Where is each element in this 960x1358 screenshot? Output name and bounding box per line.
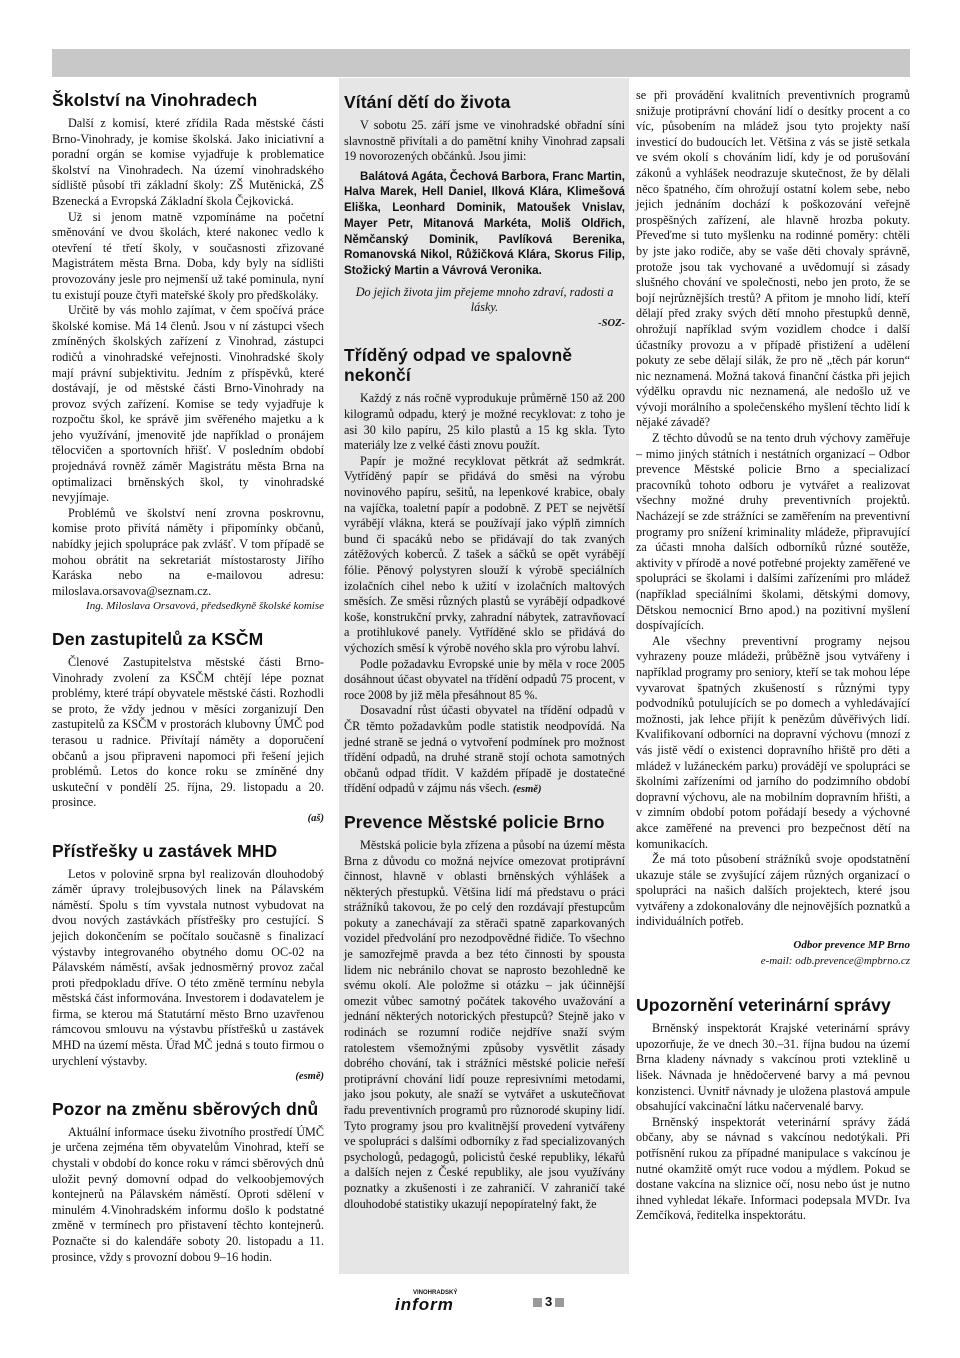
page-number-text: 3 <box>545 1294 553 1309</box>
author-tag: (esmě) <box>295 1071 324 1083</box>
paragraph: Aktuální informace úseku životního prostředí ÚMČ je určena zejména těm obyvatelům Vinohrad, kteří se chystali v období do konce roku v rámci sběrových dnů uložit pevný domovní odpad do velkoobjemových kontejnerů na Pálavském náměstí. Oproti sdělení v minulém 4.Vinohradském informu došlo k podstatné změně v termínech pro přistavení těchto kontejnerů. Poznačte si do kalendáře soboty 20. listopadu a 11. prosince, vždy s provozní dobou 9–16 hodin. <box>52 1124 324 1264</box>
author-tag: (esmě) <box>512 784 542 796</box>
paragraph: V sobotu 25. září jsme ve vinohradské obřadní síni slavnostně přivítali a do pamětní knihy Vinohrad zapsali 19 novorozených občánků. Jsou jimi: <box>344 118 625 164</box>
square-icon <box>555 1298 564 1307</box>
names-list: Balátová Agáta, Čechová Barbora, Franc Martin, Halva Marek, Hell Daniel, Ilková Klára, Klimešová Eliška, Leonhard Dominik, Matoušek Vnislav, Mayer Petr, Mitanová Markéta, Moliš Oldřich, Němčanský Dominik, Pavlíková Berenika, Romanovská Nikol, Růžičková Klára, Skorus Filip, Stožický Martin a Vávrová Veronika. <box>344 169 626 277</box>
article-title: Školství na Vinohradech <box>52 90 258 110</box>
paragraph: Určitě by vás mohlo zajímat, v čem spočívá práce školské komise. Má 14 členů. Jsou v ní zástupci všech zmíněných školských zařízení z Vinohrad, zástupci rodičů a vinohradské veřejnosti. Vinohradské školy mají právní subjektivitu. Jedním z příspěvků, které dostávají, je od městské části Brno-Vinohrady na provoz svých zařízení. Komise se tedy vyjadřuje k rozpočtu škol, ke správě jim svěřeného majetku a k jeho využívání, jmenovitě jde například o pronájem tělocvičen a sportovních hřišť. V posledním období projednává rovněž záměr Magistrátu města Brna na optimalizaci brněnských škol, ty vinohradské nevyjímaje. <box>52 303 324 505</box>
paragraph: se při provádění kvalitních preventivních programů snižuje protiprávní chování lidí o desítky procent a co víc, působením na mládež jsou tyto projekty naší investicí do budoucích let. Většina z vás se jistě setkala ve svém okolí s chováním lidí, kdy je od porušování zákonů a vyhlášek neodrazuje skutečnost, že by dělali něco špatného, čím ohrožují ostatní kolem sebe, nebo jejich jednáním dochází k poškozování veřejně prospěšných zařízení, ale hlavně hrozba pokuty. Převeďme si tuto myšlenku na rodinné poměry: chtěli by jste jako rodiče, aby se vaše děti chovaly správně, protože jsou tak vychované a uvědomují si zásady slušného chování ve společnosti, nebo jen proto, že se bojí nejrůznějších trestů? A přitom je mnoho lidí, kteří dělají před zraky svých dětí mnoho přestupků denně, ohrožují například svým vozidlem chodce i další účastníky provozu a v případě přistižení a udělení pokuty ze sebe dělají silák, že pro ně „těch pár korun“ nic neznamená. Možná taková finanční částka při jejich výdělku opravdu nic neznamená, ale nedošlo už ve vývoji morálního a společenského myšlení těchto lidí k nějaké závadě? <box>636 88 910 430</box>
paragraph: Papír je možné recyklovat pětkrát až sedmkrát. Vytříděný papír se přidává do směsi na výrobu novinového papíru, sešitů, na lepenkové krabice, obaly na vajíčka, toaletní papír a podobně. Z PET se největší vyrábějí vlákna, která se používají jako výplň zimních bund či spacáků nebo se přidávají do tak zvaných zátěžových koberců. Z tašek a sáčků se opět vyrábějí fólie. Pěnový polystyren slouží k výrobě speciálních izolačních cihel nebo k užití v izolačních maltových směsích. Ze směsi různých plastů se vyrábějí odpadkové koše, konstrukční prvky, zahradní nábytek, zatravňovací a protihlukové panely. Vytříděné sklo se přidává do výchozích směsí k výrobě nového skla pro výrobu lahví. <box>344 453 625 655</box>
paragraph: Další z komisí, které zřídila Rada městské části Brno-Vinohrady, je komise školská. Jako iniciativní a poradní orgán se komise vyjadřuje k problematice školství na Vinohradech. Na území vinohradského sídliště působí tři základní školy: ZŠ Mutěnická, ZŠ Bzenecká a Evropská Základní škola Čejkovická. <box>52 116 324 208</box>
paragraph: Podle požadavku Evropské unie by měla v roce 2005 dosáhnout účast obyvatel na třídění odpadů 75 procent, v roce 2008 by již měla přesáhnout 85 %. <box>344 656 625 702</box>
article-title: Upozornění veterinární správy <box>636 995 891 1016</box>
paragraph: Členové Zastupitelstva městské části Brno-Vinohrady zvolení za KSČM chtějí lépe poznat problémy, které trápí obyvatele městské části. Rozhodli se proto, že vždy jednou v měsíci zorganizují Den zastupitelů za KSČM v prostorách klubovny ÚMČ pod terasou u radnice. Přivítají náměty a doporučení občanů a jsou připraveni napomoci při řešení jejich problémů. Letos do konce roku se zmíněné dny uskuteční v pondělí 25. října, 29. listopadu a 20. prosince. <box>52 655 324 810</box>
signature <box>52 1069 324 1085</box>
paragraph-text: Dosavadní růst účasti obyvatel na třídění odpadů v ČR těmto požadavkům podle statistik neodpovídá. Na jedné straně se jedná o vytvoření podmínek pro možnost třídění odpadů, na druhé straně stojí ochota samotných občanů odpad třídit. V každém případě je dostatečné třídění odpadů v zájmu nás všech. <box>344 703 625 796</box>
paragraph: Že má toto působení strážníků svoje opodstatnění ukazuje stále se zvyšující zájem různých organizací o spolupráci na našich dalších projektech, které jsou vytvářeny a zdokonalovány dle nejnovějších poznatků a individuálních potřeb. <box>636 852 910 929</box>
logo <box>393 1286 483 1312</box>
signature: Odbor prevence MP Brno <box>793 939 910 952</box>
author-tag: (aš) <box>307 812 324 824</box>
square-icon <box>533 1298 542 1307</box>
page-number <box>530 1294 567 1309</box>
author-tag: -SOZ- <box>598 317 625 329</box>
paragraph: Letos v polovině srpna byl realizován dlouhodobý záměr úpravy trolejbusových linek na Pálavském náměstí. Spolu s tím vyvstala nutnost vybudovat na dvou nových zastávkách přístřešky pro cestující. S jejich dokončením se počítalo současně s finalizací výstavby integrovaného obytného domu OC-02 na Pálavském náměstí, avšak jednosměrný provoz začal proti předpokladu dříve. O této změně termínu nebyla městská část informována. Investorem i dodavatelem je firma, se kterou má Statutární město Brno uzavřenou rámcovou smlouvu na výstavbu přístřešků u zastávek MHD na území města. Úřad MČ jedná s touto firmou o urychlení výstavby. <box>52 866 324 1068</box>
paragraph: Brněnský inspektorát Krajské veterinární správy upozorňuje, že ve dnech 30.–31. října budou na území Brna kladeny návnady s vakcínou proti vzteklině u lišek. Návnada je hnědočervené barvy a má pevnou konzistenci. Uvnitř návnady je uložena plastová ampule obsahující vakcinační látku načervenalé barvy. <box>636 1021 910 1114</box>
article-title: Pozor na změnu sběrových dnů <box>52 1098 319 1119</box>
article-title: Prevence Městské policie Brno <box>344 811 605 832</box>
signature-email: e-mail: odb.prevence@mpbrno.cz <box>760 954 910 967</box>
article-title: Den zastupitelů za KSČM <box>52 629 264 649</box>
paragraph: Brněnský inspektorát veterinární správy žádá občany, aby se návnad s vakcínou nedotýkali. Při potřísnění rukou za případné manipulace s vakcínou je nutné okamžitě omýt ruce vodou a mýdlem. Pokud se dostane vakcína na sliznice očí, nosu nebo úst je nutno ihned vyhledat lékaře. Informaci podepsala MVDr. Iva Zemčíková, ředitelka inspektorátu. <box>636 1114 910 1223</box>
article-title: Vítání dětí do života <box>344 92 511 112</box>
paragraph <box>344 703 625 798</box>
paragraph: Každý z nás ročně vyprodukuje průměrně 150 až 200 kilogramů odpadu, který je možné recyklovat: z toho je asi 30 kilo papíru, 25 kilo plastů a 15 kg skla. Tyto materiály lze z velké části znovu použít. <box>344 391 625 453</box>
wish-text: Do jejich života jim přejeme mnoho zdraví, radosti a lásky. <box>355 284 614 315</box>
paragraph: Ale všechny preventivní programy nejsou vyhrazeny pouze mládeži, průběžně jsou vytvářeny i například programy pro seniory, kteří se tak mohou lépe vyvarovat špatných zkušeností s různými typy podvodníků potulujících se po domech a vyhledávající možnosti, jak lehce přijít k penězům důvěřivých lidí. Kvalifikovaní odborníci na dopravní výchovu (mnozí z vás jistě vědí o existenci dopravního hřiště pro děti a mládež v lužáneckém parku) provádějí ve spolupráci se školními zařízeními od jarního do podzimního období dopravní výchovu, ale na mobilním dopravním hřišti, a v zimním období potom pořádají besedy a výchovné akce zaměřené na prevenci pro bezpečnost dětí na komunikacích. <box>636 633 910 851</box>
signature: Ing. Miloslava Orsavová, předsedkyně školské komise <box>86 600 324 613</box>
column-left <box>52 88 324 1265</box>
header-bar <box>52 49 910 77</box>
logo-main-text: inform <box>395 1295 454 1312</box>
signature <box>344 316 625 332</box>
paragraph: Městská policie byla zřízena a působí na území města Brna z důvodu co možná nejvíce omezovat protiprávní činnost, hlavně v oblasti brněnských výhlášek a některých přestupků. Většina lidí má představu o práci strážníků takovou, že po celý den rozdávají přestupcům pokuty a zanechávají za stěrači spatně zaparkovaných vozidel předvolání pro nezodpovědné řidiče. To všechno je samozřejmě pravda a bez této činnosti by spousta lidem nic nebránilo chovat se naprosto bezohledně ke svému okolí. Ale položme si otázku – jak účinnější omezit vůbec samotný počátek takového uvažování a jednání některých notorických přestupců? Stejně jako v rodinách se rozumní rodiče nejdříve snaží svým ratolestem všemožnými způsoby vysvětlit zásady dobrého chování, tak i strážníci městské policie neřeší protiprávní chování lidí pouze represivními metodami, jako jsou pokuty, ale snaží se vytvářet a uskutečňovat řadu preventivních programů pro různorodé skupiny lidí. Tyto programy jsou pro kvalitnější provedení vytvářeny ve spolupráci s dalšími odborníky z řad specializovaných psychologů, pedagogů, policistů české republiky, lékařů a dalších nejen z České republiky, ale jsou využívány poznatky a zkušenosti i ze zahraničí. V zahraničí také dlouhodobé statistiky ukazují nepopíratelný fakt, že <box>344 837 625 1211</box>
column-right <box>636 88 910 1224</box>
article-title: Přístřešky u zastávek MHD <box>52 840 278 861</box>
paragraph: Už si jenom matně vzpomínáme na početní směnování ve dvou školách, které nakonec vedlo k otevření té třetí školy, v současnosti zřizované Magistrátem města Brna. Doba, kdy byly na sídlišti provozovány jesle pro nejmenší už také pominula, nyní tu existují pouze čtyři mateřské školy pro předškoláky. <box>52 209 324 302</box>
signature <box>52 811 324 827</box>
column-middle <box>339 78 629 1274</box>
paragraph: Problémů ve školství není zrovna poskrovnu, komise proto přivítá náměty i připomínky občanů, nabídky jejich spolupráce pak zvlášť. V tom případě se mohou obrátit na sekretariát místostarosty Jiřího Karáska nebo na e-mailovou adresu: miloslava.orsavova@seznam.cz. <box>52 505 324 598</box>
paragraph: Z těchto důvodů se na tento druh výchovy zaměřuje – mimo jiných státních i nestátních organizací – Odbor prevence Městské policie Brno a specializací pracovníků tohoto odboru je vytvářet a realizovat všechny možné druhy preventivních projektů. Nacházejí se zde strážníci se zaměřením na preventivní programy pro snížení kriminality mládeže, připravující za účasti mnoha dalších odborníků různé soutěže, aktivity v přírodě a nové potřebné projekty zaměřené ve spolupráci se školami i dalšími zařízeními pro mládež (například speciálními školami, dětskými domovy, Dětskou nemocnicí Brno apod.) na pozitivní myšlení dospívajících. <box>636 431 910 633</box>
article-title: Tříděný odpad ve spalovně nekončí <box>344 345 573 386</box>
logo-top-text: VINOHRADSKÝ <box>413 1290 458 1296</box>
